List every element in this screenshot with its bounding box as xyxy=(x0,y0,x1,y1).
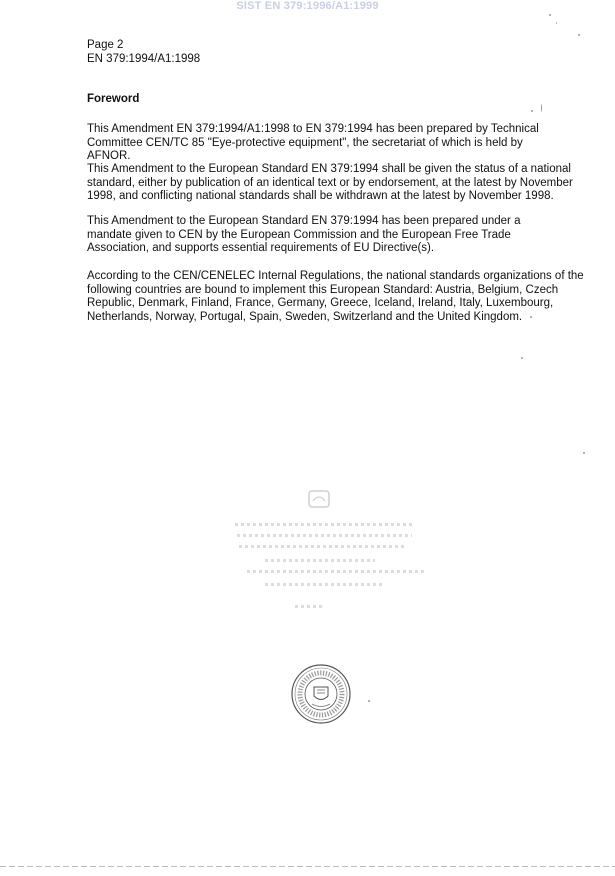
scan-speck xyxy=(583,452,585,454)
watermark-text: SIST EN 379:1996/A1:1999 xyxy=(236,0,379,12)
paragraph-mandate: This Amendment to the European Standard EN 379:1994 has been prepared under a mandate given to CEN by the European Commission and the European Free Trade Association, and supports essential requirements of EU Directive(s). xyxy=(87,215,521,254)
scan-speck xyxy=(521,357,523,359)
faint-emblem-icon xyxy=(307,489,331,509)
faint-stamp-line xyxy=(235,523,415,526)
page-bottom-edge xyxy=(0,866,615,867)
paragraph-amendment-origin: This Amendment EN 379:1994/A1:1998 to EN 379:1994 has been prepared by Technical Committee CEN/TC 85 "Eye-protective equipment", the secretariat of which is held by AFNOR. xyxy=(87,123,539,162)
scan-speck xyxy=(368,700,370,702)
faint-stamp xyxy=(225,487,425,617)
section-heading: Foreword xyxy=(87,93,140,105)
paragraph-national-status: This Amendment to the European Standard EN 379:1994 shall be given the status of a national standard, either by publication of an identical text or by endorsement, at the latest by November 1998, and conflicting national standards shall be withdrawn at the latest by November 1998. xyxy=(87,163,573,202)
page-number: Page 2 xyxy=(87,39,124,51)
faint-stamp-line xyxy=(239,545,404,548)
document-number: EN 379:1994/A1:1998 xyxy=(87,53,201,65)
faint-stamp-line xyxy=(237,534,412,537)
faint-stamp-line xyxy=(295,605,325,608)
scan-speck xyxy=(541,104,542,112)
faint-stamp-line xyxy=(265,583,385,586)
scan-speck xyxy=(556,22,557,24)
scan-speck xyxy=(578,34,580,36)
faint-stamp-line xyxy=(247,570,427,573)
scan-speck xyxy=(531,110,533,112)
page-header xyxy=(87,38,200,66)
paragraph-implementing-countries: According to the CEN/CENELEC Internal Regulations, the national standards organizations of the following countries are bound to implement this European Standard: Austria, Belgium, Czech Republic, Denmark, Finland, France, Germany, Greece, Iceland, Ireland, Italy, Luxembourg, Netherlands, Norway, Portugal, Spain, Sweden, Switzerland and the United Kingdom. xyxy=(87,270,584,323)
official-seal-icon xyxy=(290,663,352,725)
faint-stamp-line xyxy=(265,559,375,562)
scan-speck xyxy=(530,316,532,318)
scan-speck xyxy=(549,14,551,16)
